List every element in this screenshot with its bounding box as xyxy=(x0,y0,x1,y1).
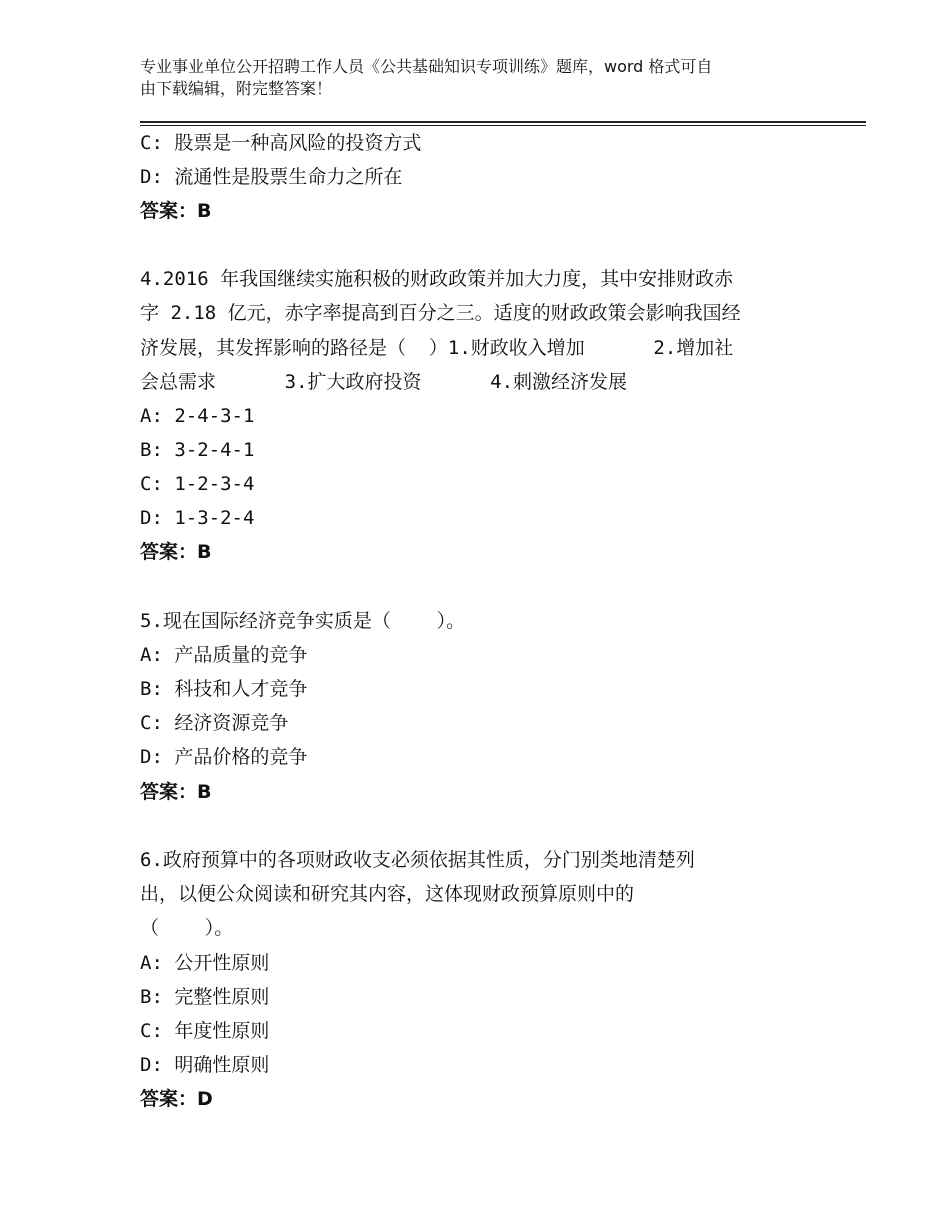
document-header xyxy=(140,56,800,100)
answer: 答案：B xyxy=(140,200,212,222)
question-6-answer: 答案：D xyxy=(140,1088,213,1110)
question-4-option-c: C: 1-2-3-4 xyxy=(140,473,255,495)
question-6-option-a: A: 公开性原则 xyxy=(140,952,270,974)
header-line-2: 由下载编辑，附完整答案！ xyxy=(140,79,333,98)
question-4-option-a: A: 2-4-3-1 xyxy=(140,405,255,427)
question-4-answer: 答案：B xyxy=(140,541,212,563)
question-5-option-b: B: 科技和人才竞争 xyxy=(140,678,308,700)
header-line-1: 专业事业单位公开招聘工作人员《公共基础知识专项训练》题库，word 格式可自 xyxy=(140,57,713,76)
question-6-option-d: D: 明确性原则 xyxy=(140,1054,270,1076)
option-d: D: 流通性是股票生命力之所在 xyxy=(140,166,403,188)
question-5-line-1: 5.现在国际经济竞争实质是（ ）。 xyxy=(140,610,466,632)
header-divider-thin xyxy=(140,125,866,126)
question-6-line-2: 出，以便公众阅读和研究其内容，这体现财政预算原则中的 xyxy=(140,883,635,905)
option-c: C: 股票是一种高风险的投资方式 xyxy=(140,132,422,154)
question-4-option-b: B: 3-2-4-1 xyxy=(140,439,255,461)
question-4-line-2: 字 2.18 亿元，赤字率提高到百分之三。适度的财政政策会影响我国经 xyxy=(140,302,741,324)
question-4-line-1: 4.2016 年我国继续实施积极的财政政策并加大力度，其中安排财政赤 xyxy=(140,268,734,290)
question-5-option-a: A: 产品质量的竞争 xyxy=(140,644,308,666)
question-5-option-d: D: 产品价格的竞争 xyxy=(140,746,308,768)
question-4-line-3: 济发展，其发挥影响的路径是（ ）1.财政收入增加 2.增加社 xyxy=(140,337,734,359)
question-6-option-c: C: 年度性原则 xyxy=(140,1020,270,1042)
question-5-option-c: C: 经济资源竞争 xyxy=(140,712,289,734)
header-divider-thick xyxy=(140,121,866,123)
question-6-line-3: （ ）。 xyxy=(140,917,234,939)
question-4-option-d: D: 1-3-2-4 xyxy=(140,507,255,529)
question-4-line-4: 会总需求 3.扩大政府投资 4.刺激经济发展 xyxy=(140,371,628,393)
question-5-answer: 答案：B xyxy=(140,781,212,803)
question-6-option-b: B: 完整性原则 xyxy=(140,986,270,1008)
question-6-line-1: 6.政府预算中的各项财政收支必须依据其性质，分门别类地清楚列 xyxy=(140,849,695,871)
